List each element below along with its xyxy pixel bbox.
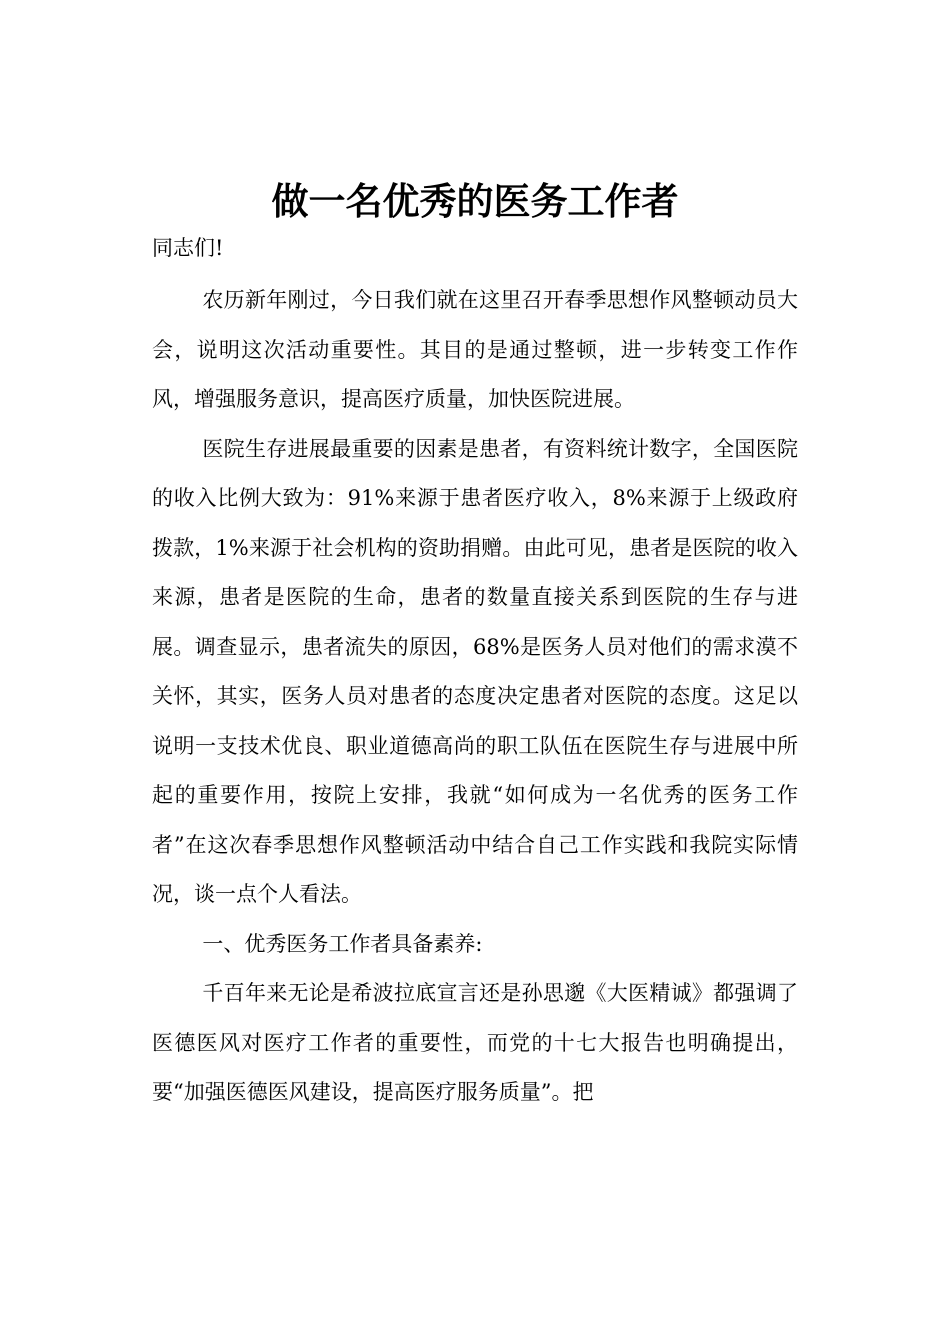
document-body: [152, 228, 798, 1118]
paragraph-ethics: 千百年来无论是希波拉底宣言还是孙思邈《大医精诚》都强调了医德医风对医疗工作者的重要性，而党的十七大报告也明确提出，要“加强医德医风建设，提高医疗服务质量”。把: [152, 981, 798, 1104]
paragraph-intro: 农历新年刚过，今日我们就在这里召开春季思想作风整顿动员大会，说明这次活动重要性。其目的是通过整顿，进一步转变工作作风，增强服务意识，提高医疗质量，加快医院进展。: [152, 288, 798, 411]
salutation: 同志们!: [152, 236, 224, 260]
section-heading-1: 一、优秀医务工作者具备素养:: [202, 931, 483, 956]
paragraph-patients: 医院生存进展最重要的因素是患者，有资料统计数字，全国医院的收入比例大致为：91%来源于患者医疗收入，8%来源于上级政府拨款，1%来源于社会机构的资助捐赠。由此可见，患者是医院的收入来源，患者是医院的生命，患者的数量直接关系到医院的生存与进展。调查显示，患者流失的原因，68%是医务人员对他们的需求漠不关怀，其实，医务人员对患者的态度决定患者对医院的态度。这足以说明一支技术优良、职业道德高尚的职工队伍在医院生存与进展中所起的重要作用，按院上安排，我就“如何成为一名优秀的医务工作者”在这次春季思想作风整顿活动中结合自己工作实践和我院实际情况，谈一点个人看法。: [152, 436, 798, 906]
document-title: 做一名优秀的医务工作者: [271, 179, 679, 223]
